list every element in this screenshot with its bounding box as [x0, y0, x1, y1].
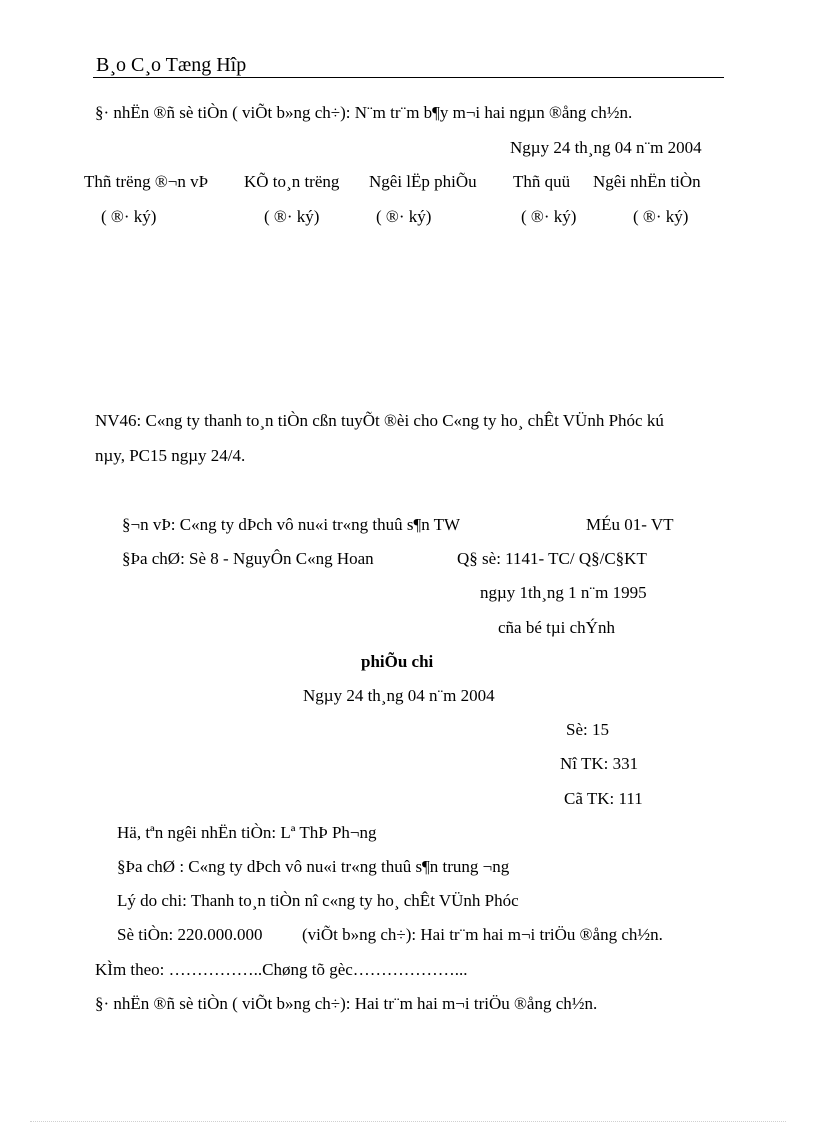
voucher-debit-account: Nî TK: 331: [560, 754, 639, 773]
voucher-attachments: KÌm theo: ……………..Chøng tõ gèc………………...: [95, 960, 468, 979]
voucher-received-line: §· nhËn ®ñ sè tiÒn ( viÕt b»ng ch÷): Hai tr¨m hai m¬i triÖu ®ång ch½n.: [95, 994, 598, 1013]
voucher-issuer: cña bé tµi chÝnh: [498, 618, 615, 637]
voucher-number: Sè: 15: [566, 720, 609, 739]
page-title: B¸o C¸o Tæng Hîp: [96, 54, 247, 76]
voucher-reason: Lý do chi: Thanh to¸n tiÒn nî c«ng ty ho¸ chÊt VÜnh Phóc: [117, 891, 519, 910]
voucher-amount: Sè tiÒn: 220.000.000: [117, 925, 263, 944]
voucher-recipient-address: §Þa chØ : C«ng ty dÞch vô nu«i tr«ng thuû s¶n trung ¬ng: [117, 857, 510, 876]
voucher-decision-date: ngµy 1th¸ng 1 n¨m 1995: [480, 583, 647, 602]
signature-date: Ngµy 24 th¸ng 04 n¨m 2004: [510, 138, 702, 157]
nv46-line-1: NV46: C«ng ty thanh to¸n tiÒn cßn tuyÕt ®èi cho C«ng ty ho¸ chÊt VÜnh Phóc kú: [95, 411, 664, 430]
voucher-decision-number: Q§ sè: 1141- TC/ Q§/C§KT: [457, 549, 647, 568]
voucher-address: §Þa chØ: Sè 8 - NguyÔn C«ng Hoan: [122, 549, 374, 568]
signer-sign-cashier: ( ®· ký): [521, 207, 577, 226]
signer-sign-recipient: ( ®· ký): [633, 207, 689, 226]
header-divider: [93, 77, 724, 78]
signer-role-recipient: Ngêi nhËn tiÒn: [593, 172, 701, 191]
signer-role-chief-accountant: KÕ to¸n trëng: [244, 172, 340, 191]
received-amount-line: §· nhËn ®ñ sè tiÒn ( viÕt b»ng ch÷): N¨m tr¨m b¶y m¬i hai ngµn ®ång ch½n.: [95, 103, 633, 122]
page-bottom-divider: [30, 1121, 786, 1122]
signer-role-preparer: Ngêi lËp phiÕu: [369, 172, 477, 191]
signer-role-unit-head: Thñ trëng ®¬n vÞ: [84, 172, 209, 191]
signer-sign-preparer: ( ®· ký): [376, 207, 432, 226]
voucher-title: phiÕu chi: [361, 652, 434, 671]
signer-sign-unit-head: ( ®· ký): [101, 207, 157, 226]
voucher-date: Ngµy 24 th¸ng 04 n¨m 2004: [303, 686, 495, 705]
voucher-credit-account: Cã TK: 111: [564, 789, 643, 808]
voucher-amount-words: (viÕt b»ng ch÷): Hai tr¨m hai m¬i triÖu ®ång ch½n.: [302, 925, 663, 944]
signer-role-cashier: Thñ quü: [513, 172, 571, 191]
voucher-form-number: MÉu 01- VT: [586, 515, 674, 534]
voucher-recipient: Hä, tªn ngêi nhËn tiÒn: Lª ThÞ Ph¬ng: [117, 823, 377, 842]
voucher-unit: §¬n vÞ: C«ng ty dÞch vô nu«i tr«ng thuû s¶n TW: [122, 515, 461, 534]
signer-sign-chief-accountant: ( ®· ký): [264, 207, 320, 226]
nv46-line-2: nµy, PC15 ngµy 24/4.: [95, 446, 246, 465]
